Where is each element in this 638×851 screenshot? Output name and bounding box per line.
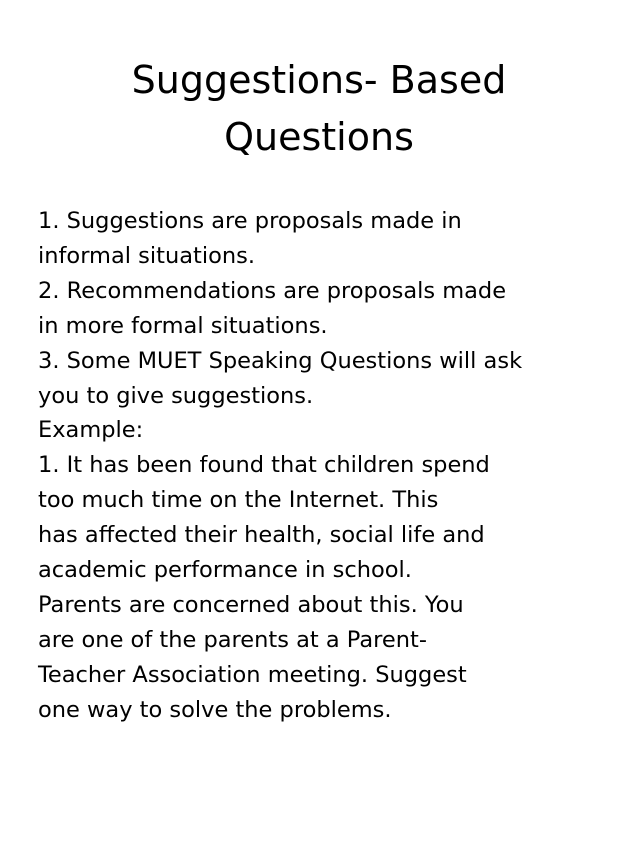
text-line: Example: [38, 417, 144, 444]
text-line: in more formal situations. [38, 312, 328, 339]
example-question [38, 448, 618, 727]
text-line: Parents are concerned about this. You [38, 591, 464, 618]
text-line: 3. Some MUET Speaking Questions will ask [38, 347, 523, 374]
text-line: academic performance in school. [38, 557, 412, 584]
slide-title-line: Suggestions- Based [131, 58, 507, 102]
slide-title-line: Questions [224, 115, 414, 159]
text-line: one way to solve the problems. [38, 696, 392, 723]
slide-title [40, 52, 598, 166]
slide-body [38, 204, 618, 728]
text-line: 1. It has been found that children spend [38, 452, 490, 479]
example-heading [38, 413, 618, 448]
text-line: are one of the parents at a Parent- [38, 626, 427, 653]
text-line: 2. Recommendations are proposals made [38, 277, 507, 304]
text-line: informal situations. [38, 242, 255, 269]
text-line: has affected their health, social life and [38, 522, 485, 549]
text-line: Teacher Association meeting. Suggest [38, 661, 467, 688]
text-line: too much time on the Internet. This [38, 487, 439, 514]
point-suggestions [38, 204, 618, 274]
text-line: 1. Suggestions are proposals made in [38, 208, 462, 234]
text-line: you to give suggestions. [38, 382, 314, 409]
point-muet-questions [38, 344, 618, 414]
point-recommendations [38, 274, 618, 344]
